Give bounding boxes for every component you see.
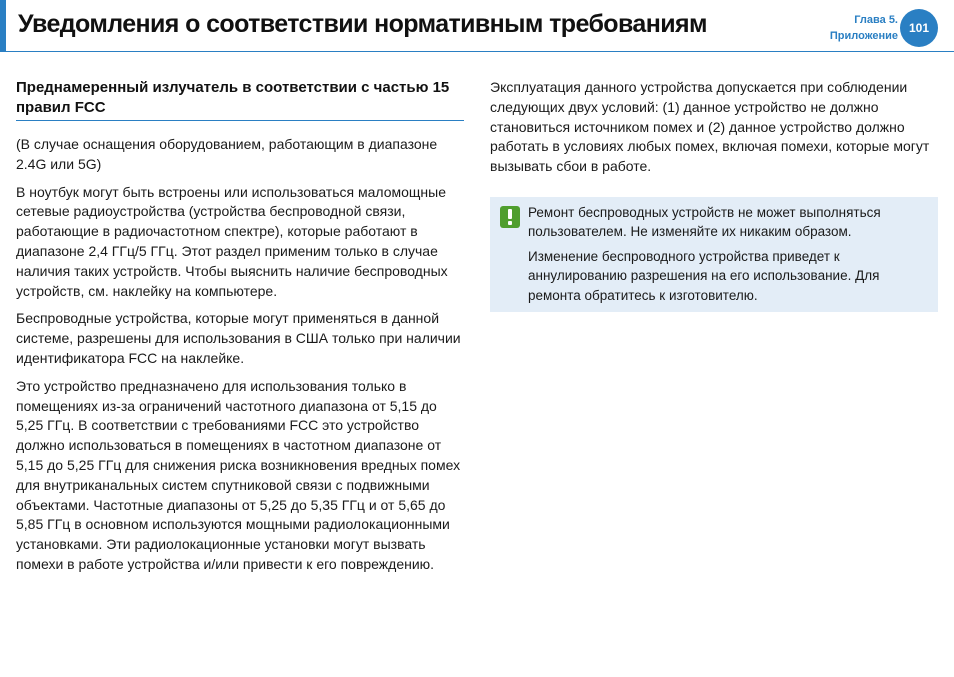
header-accent-bar	[0, 0, 6, 52]
notice-line: Ремонт беспроводных устройств не может выполняться пользователем. Не изменяйте их никаким образом.	[528, 204, 881, 240]
chapter-name: Приложение	[829, 30, 898, 42]
body-paragraph: (В случае оснащения оборудованием, работающим в диапазоне 2.4G или 5G)	[16, 136, 438, 172]
notice-line: Изменение беспроводного устройства приведет к аннулированию разрешения на его использование. Для ремонта обратитесь к изготовителю.	[528, 248, 880, 303]
section-title: Преднамеренный излучатель в соответствии с частью 15 правил FCC	[16, 78, 464, 121]
page-number-badge: 101	[900, 9, 938, 47]
left-column	[16, 78, 464, 583]
page-title: Уведомления о соответствии нормативным требованиям	[18, 10, 707, 38]
body-paragraph: Это устройство предназначено для использования только в помещениях из-за ограничений частотного диапазона от 5,15 до 5,25 ГГц. В соответствии с требованиями FCC это устройство должно использоваться в помещениях в частотном диапазоне от 5,15 до 5,25 ГГц для снижения риска возникновения вредных помех для внутриканальных систем спутниковой связи с подвижными объектами. Частотные диапазоны от 5,25 до 5,35 ГГц и от 5,65 до 5,85 ГГц в основном используются мощными радиолокационными установками. Эти радиолокационные установки могут вызвать помехи в работе устройства и/или привести к его повреждению.	[16, 377, 461, 572]
page-header	[0, 0, 954, 52]
warning-notice	[490, 197, 938, 313]
body-paragraph: Беспроводные устройства, которые могут применяться в данной системе, разрешены для использования в США только при наличии идентификатора FCC на наклейке.	[16, 310, 461, 366]
body-paragraph: Эксплуатация данного устройства допускается при соблюдении следующих двух условий: (1) данное устройство не должно становиться источником помех и (2) данное устройство должно работать в условиях любых помех, включая помехи, которые могут вызывать сбои в работе.	[490, 79, 930, 175]
chapter-number: Глава 5.	[854, 14, 898, 26]
body-paragraph: В ноутбук могут быть встроены или использоваться маломощные сетевые радиоустройства (устройства беспроводной связи, работающие в радиочастотном спектре), которые работают в диапазоне 2,4 ГГц/5 ГГц. Этот раздел применим только в случае наличия таких устройств. Чтобы выяснить наличие беспроводных устройств, см. наклейку на компьютере.	[16, 183, 448, 299]
warning-icon	[500, 206, 520, 228]
chapter-label	[830, 12, 898, 44]
right-column	[490, 78, 938, 312]
